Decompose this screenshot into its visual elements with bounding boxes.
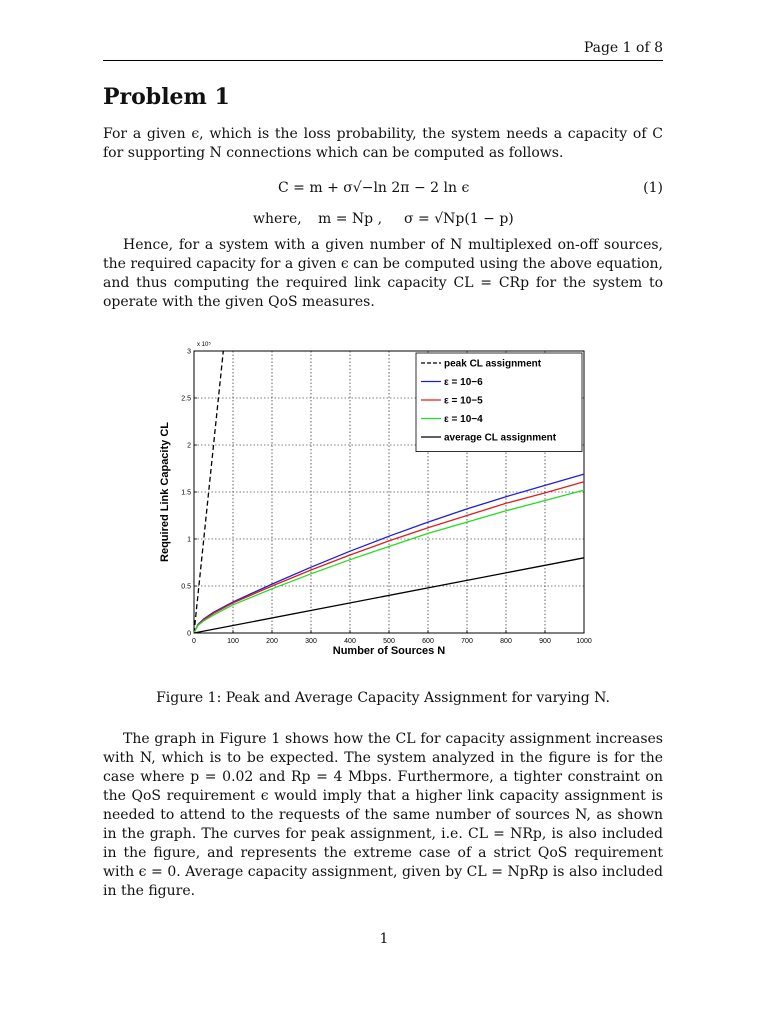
x-tick-label: 600 (422, 638, 434, 645)
x-tick-label: 0 (192, 638, 196, 645)
y-axis-ticks (181, 349, 197, 638)
x-tick-label: 1000 (576, 638, 592, 645)
x-tick-label: 200 (266, 638, 278, 645)
equation-main: C = m + σ√−ln 2π − 2 ln ϵ (278, 180, 470, 196)
y-multiplier: x 10⁵ (197, 342, 211, 348)
x-tick-label: 100 (227, 638, 239, 645)
x-tick-label: 800 (500, 638, 512, 645)
x-tick-label: 500 (383, 638, 395, 645)
legend-label: ε = 10−5 (444, 395, 483, 407)
y-tick-label: 1.5 (181, 489, 191, 497)
chart-legend (416, 353, 582, 452)
page-label: Page 1 of 8 (583, 40, 663, 56)
intro-paragraph: For a given ϵ, which is the loss probability, the system needs a capacity of C for supporting N connections which can be computed as follows. (103, 126, 663, 161)
y-tick-label: 2 (187, 442, 191, 450)
page-number: 1 (379, 931, 389, 947)
x-tick-label: 700 (461, 638, 473, 645)
page-header (103, 40, 663, 61)
x-tick-label: 300 (305, 638, 317, 645)
x-axis-ticks (192, 630, 592, 645)
legend-label: peak CL assignment (444, 358, 542, 370)
y-tick-label: 0.5 (181, 583, 191, 591)
capacity-chart (150, 335, 610, 665)
x-axis-label: Number of Sources N (332, 645, 446, 657)
y-tick-label: 2.5 (181, 395, 191, 403)
x-tick-label: 400 (344, 638, 356, 645)
graph-paragraph: The graph in Figure 1 shows how the CL for capacity assignment increases with N, which is to be expected. The system analyzed in the figure is for the case where p = 0.02 and Rp = 4 Mbps. Furthermore, a tighter constraint on the QoS requirement ϵ would imply that a higher link capacity assignment is needed to attend to the requests of the same number of sources N, as shown in the graph. The curves for peak assignment, i.e. CL = NRp, is also included in the figure, and represents the extreme case of a strict QoS requirement with ϵ = 0. Average capacity assignment, given by CL = NpRp is also included in the figure. (103, 731, 663, 899)
equation-m-def: m = Np , (318, 211, 383, 227)
y-tick-label: 0 (187, 630, 191, 638)
equation-sigma-def: σ = √Np(1 − p) (404, 211, 514, 227)
y-tick-label: 1 (187, 536, 191, 544)
x-tick-label: 900 (539, 638, 551, 645)
equation-number: (1) (643, 180, 663, 196)
hence-paragraph: Hence, for a system with a given number of N multiplexed on-off sources, the required capacity for a given ϵ can be computed using the above equation, and thus computing the required link capacity CL = CRp for the system to operate with the given QoS measures. (103, 237, 663, 310)
legend-label: average CL assignment (444, 432, 557, 444)
legend-label: ε = 10−6 (444, 377, 483, 388)
equation-where: where, (253, 211, 302, 227)
figure-caption: Figure 1: Peak and Average Capacity Assignment for varying N. (156, 690, 610, 706)
y-tick-label: 3 (187, 348, 191, 356)
problem-title: Problem 1 (103, 84, 230, 110)
y-axis-label: Required Link Capacity CL (159, 422, 171, 562)
legend-label: ε = 10−4 (444, 414, 483, 425)
